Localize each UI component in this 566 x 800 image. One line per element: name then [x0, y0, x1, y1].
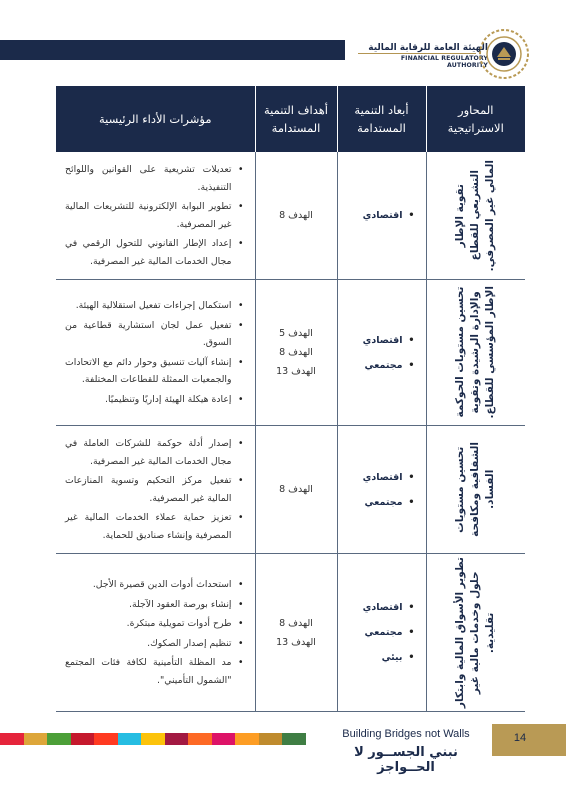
footer-slogan-arabic: نبني الجســور لا الحــواجز: [354, 745, 458, 775]
dimensions-cell: [337, 152, 426, 280]
goal-item: الهدف 8: [279, 617, 313, 629]
axis-cell: [426, 152, 525, 280]
sdg-color-segment: [94, 733, 118, 745]
footer-slogan-english: Building Bridges not Walls: [342, 728, 470, 740]
axis-line: الفساد.: [484, 469, 497, 510]
axis-line: تحسين مستويات الحوكمة: [454, 287, 467, 418]
fra-emblem-icon: [478, 28, 530, 80]
header-strategic-axes: المحاور الاستراتيجية: [426, 86, 525, 152]
axis-line: الشفافية ومكافحة: [469, 442, 482, 537]
table-row: [56, 152, 525, 280]
kpi-item: • استكمال إجراءات تفعيل استقلالية الهيئة.: [65, 297, 246, 315]
axis-cell: [426, 426, 525, 554]
axis-line: حلول وخدمات مالية غير: [469, 571, 482, 694]
goals-cell: [255, 152, 337, 280]
axis-line: تحسين مستويات: [454, 446, 467, 533]
dimensions-cell: [337, 554, 426, 712]
header-kpis: مؤشرات الأداء الرئيسية: [56, 86, 255, 152]
table-header-row: [56, 86, 525, 152]
sdg-color-strip: [0, 733, 306, 745]
table-row: [56, 280, 525, 426]
axis-line: التشريعي للقطاع: [469, 170, 482, 261]
table-row: [56, 426, 525, 554]
header-divider: [358, 53, 476, 54]
goal-item: الهدف 5: [279, 328, 313, 339]
kpi-item: • طرح أدوات تمويلية مبتكرة.: [65, 615, 246, 633]
axis-line: المالي غير المصرفي.: [484, 159, 497, 272]
dimension-item: • مجتمعي: [339, 490, 415, 515]
axis-line: تطوير الأسواق المالية وابتكار: [454, 556, 467, 709]
dimension-item: • اقتصادي: [339, 595, 415, 620]
header-band: [0, 40, 345, 60]
dimension-item: • اقتصادي: [339, 465, 415, 490]
axis-line: الإطار المؤسسي للقطاع.: [484, 286, 497, 419]
goals-cell: [255, 554, 337, 712]
kpi-item: • تعديلات تشريعية على القوانين واللوائح التنفيذية.: [65, 161, 246, 196]
org-name-arabic: الهيئة العامة للرقابة المالية: [368, 43, 488, 53]
kpi-item: • إصدار أدلة حوكمة للشركات العاملة في مجال الخدمات المالية غير المصرفية.: [65, 435, 246, 470]
sdg-color-segment: [188, 733, 212, 745]
strategy-table: [56, 86, 525, 712]
sdg-color-segment: [24, 733, 48, 745]
goal-item: الهدف 8: [279, 484, 313, 495]
kpi-item: • تفعيل عمل لجان استشارية قطاعية من السوق.: [65, 317, 246, 352]
sdg-color-segment: [0, 733, 24, 745]
page-number: 14: [513, 732, 527, 744]
dimension-item: • اقتصادي: [339, 328, 415, 353]
kpi-item: • تنظيم إصدار الصكوك.: [65, 635, 246, 653]
goal-item: الهدف 8: [279, 347, 313, 358]
kpi-item: • إعداد الإطار القانوني للتحول الرقمي في مجال الخدمات المالية غير المصرفية.: [65, 235, 246, 270]
kpis-cell: [56, 426, 255, 554]
kpis-cell: [56, 554, 255, 712]
axis-cell: [426, 280, 525, 426]
axis-line: تقوية الإطار: [454, 183, 467, 248]
sdg-color-segment: [141, 733, 165, 745]
kpi-item: • مد المظلة التأمينية لكافة فئات المجتمع "الشمول التأميني".: [65, 654, 246, 689]
sdg-color-segment: [259, 733, 283, 745]
goals-cell: [255, 426, 337, 554]
kpi-item: • تفعيل مركز التحكيم وتسوية المنازعات المالية غير المصرفية.: [65, 472, 246, 507]
sdg-color-segment: [118, 733, 142, 745]
table-row: [56, 554, 525, 712]
kpis-cell: [56, 280, 255, 426]
goal-item: الهدف 13: [276, 366, 316, 377]
sdg-color-segment: [47, 733, 71, 745]
dimension-item: • اقتصادي: [339, 203, 415, 228]
dimensions-cell: [337, 426, 426, 554]
kpi-item: • إنشاء بورصة العقود الآجلة.: [65, 596, 246, 614]
axis-line: تقليدية.: [484, 612, 497, 653]
kpi-item: • استحداث أدوات الدين قصيرة الأجل.: [65, 576, 246, 594]
kpi-item: • إعادة هيكلة الهيئة إداريًا وتنظيميًا.: [65, 391, 246, 409]
axis-line: والإدارة الرشيدة وتقوية: [469, 291, 482, 414]
sdg-color-segment: [235, 733, 259, 745]
kpi-item: • تطوير البوابة الإلكترونية للتشريعات المالية غير المصرفية.: [65, 198, 246, 233]
axis-cell: [426, 554, 525, 712]
kpis-cell: [56, 152, 255, 280]
dimension-item: • بيئي: [339, 645, 415, 670]
sdg-color-segment: [282, 733, 306, 745]
header-sd-dimensions: أبعاد التنمية المستدامة: [337, 86, 426, 152]
dimensions-cell: [337, 280, 426, 426]
dimension-item: • مجتمعي: [339, 353, 415, 378]
sdg-color-segment: [165, 733, 189, 745]
page-number-box: [492, 724, 566, 756]
goals-cell: [255, 280, 337, 426]
sdg-color-segment: [71, 733, 95, 745]
goal-item: الهدف 8: [279, 210, 313, 221]
kpi-item: • إنشاء آليات تنسيق وحوار دائم مع الاتحادات والجمعيات الممثلة للقطاعات المختلفة.: [65, 354, 246, 389]
sdg-color-segment: [212, 733, 236, 745]
goal-item: الهدف 13: [276, 636, 316, 648]
org-name-english: FINANCIAL REGULATORY AUTHORITY: [400, 55, 488, 69]
header-sd-goals: أهداف التنمية المستدامة: [255, 86, 337, 152]
dimension-item: • مجتمعي: [339, 620, 415, 645]
kpi-item: • تعزيز حماية عملاء الخدمات المالية غير المصرفية وإنشاء صناديق للحماية.: [65, 509, 246, 544]
